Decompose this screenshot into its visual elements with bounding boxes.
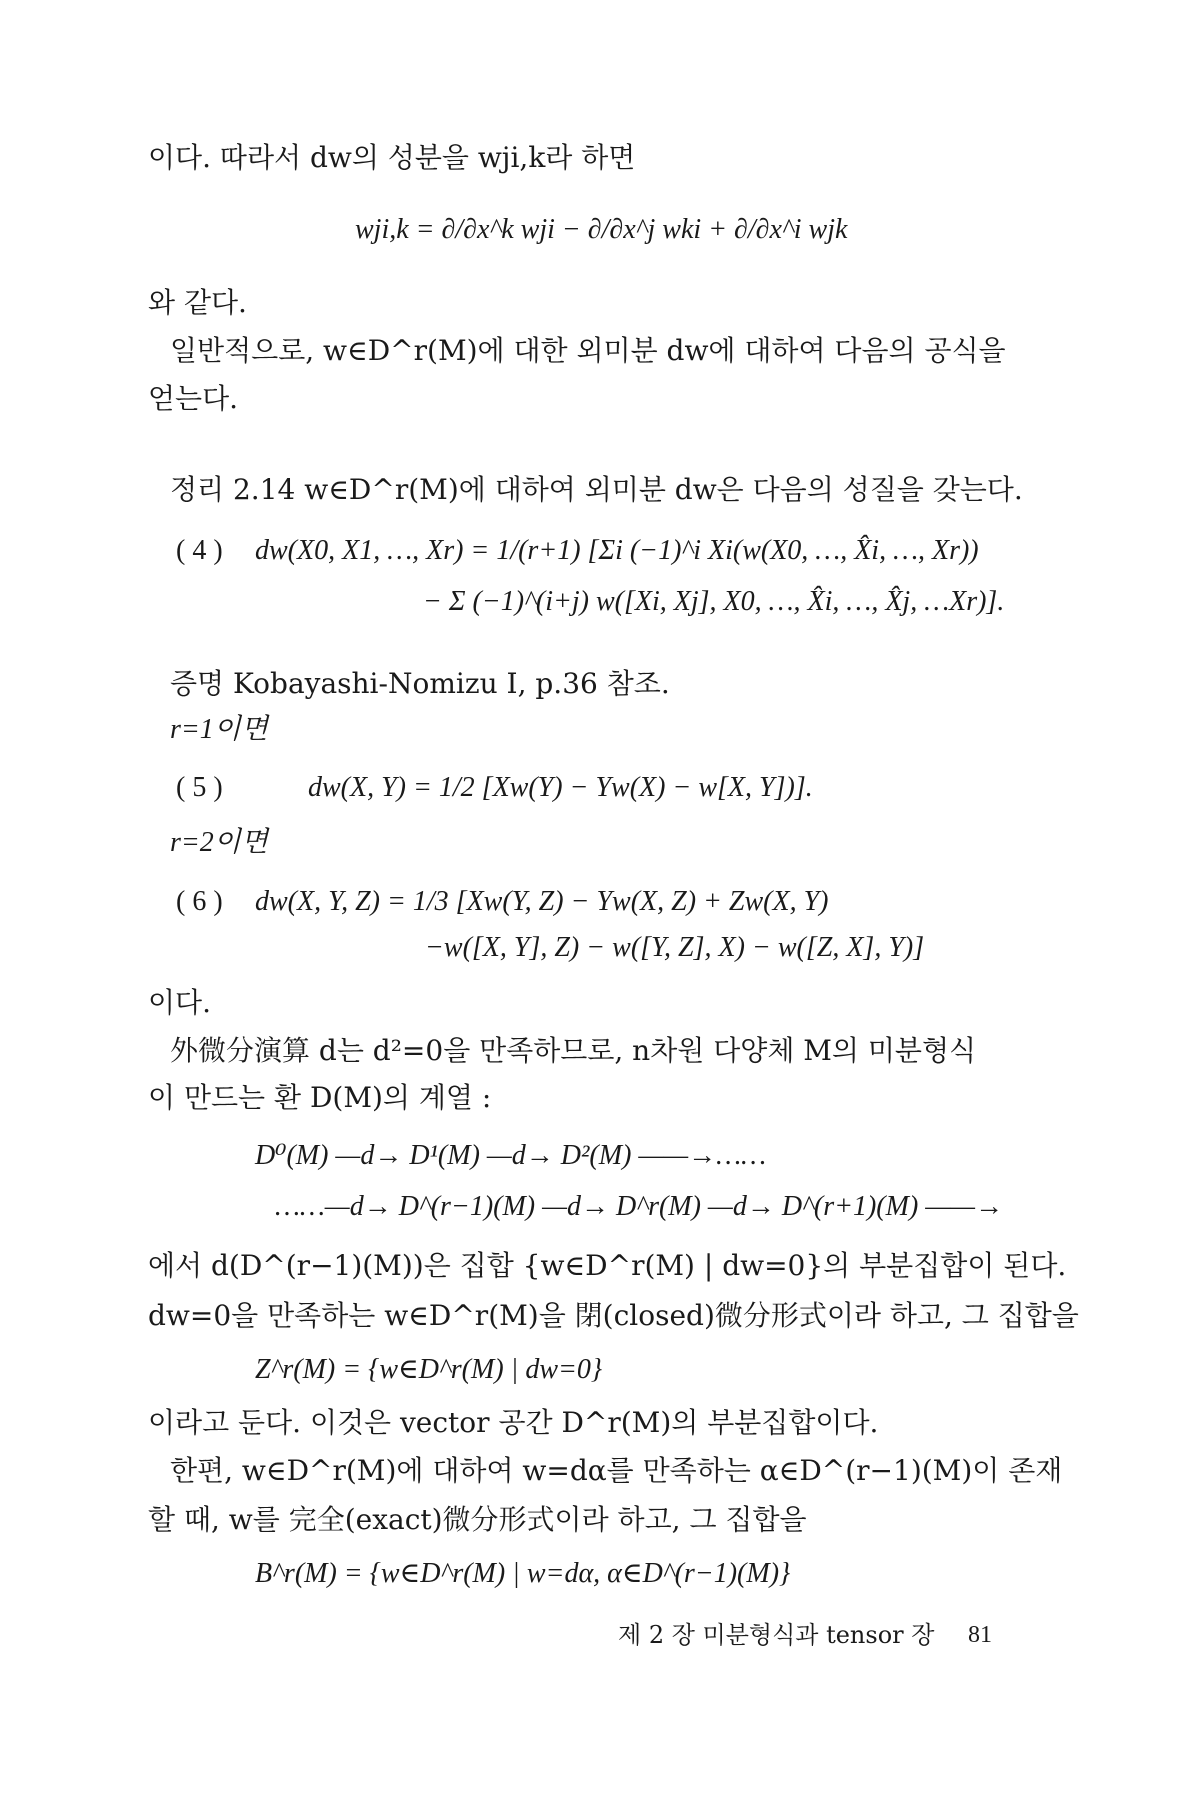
equation-5: dw(X, Y) = 1/2 [Xw(Y) − Yw(X) − w[X, Y])]. <box>308 772 813 803</box>
proof-reference: 증명 Kobayashi-Nomizu Ⅰ, p.36 참조. <box>170 667 670 700</box>
text-line-17: 이 만드는 환 D(M)의 계열 : <box>148 1081 492 1114</box>
text-line-5: 얻는다. <box>148 382 239 415</box>
text-line-15: 이다. <box>148 986 211 1019</box>
text-line-3: 와 같다. <box>148 286 247 319</box>
equation-wjik: wji,k = ∂/∂x^k wji − ∂/∂x^j wki + ∂/∂x^i wjk <box>355 214 848 245</box>
text-line-1: 이다. 따라서 dw의 성분을 wji,k라 하면 <box>148 141 636 174</box>
page-number: 81 <box>968 1622 992 1648</box>
sequence-line-1: D⁰(M) —d→ D¹(M) —d→ D²(M) ——→…… <box>255 1140 766 1171</box>
text-line-21: dw=0을 만족하는 w∈D^r(M)을 閉(closed)微分形式이라 하고, 그 집합을 <box>148 1299 1079 1332</box>
text-line-20: 에서 d(D^(r−1)(M))은 집합 {w∈D^r(M) | dw=0}의 부분집합이 된다. <box>148 1249 1067 1282</box>
case-r-1: r=1이면 <box>170 714 268 745</box>
equation-number-6: ( 6 ) <box>176 886 223 917</box>
equation-4-line-1: dw(X0, X1, …, Xr) = 1/(r+1) [Σi (−1)^i Xi(w(X0, …, X̂i, …, Xr)) <box>255 535 979 566</box>
text-line-16: 外微分演算 d는 d²=0을 만족하므로, n차원 다양체 M의 미분형식 <box>170 1034 977 1067</box>
equation-6-line-2: −w([X, Y], Z) − w([Y, Z], X) − w([Z, X], Y)] <box>425 932 925 963</box>
case-r-2: r=2이면 <box>170 827 268 858</box>
equation-4-line-2: − Σ (−1)^(i+j) w([Xi, Xj], X0, …, X̂i, …, X̂j, …Xr)]. <box>423 586 1005 617</box>
theorem-2-14: 정리 2.14 w∈D^r(M)에 대하여 외미분 dw은 다음의 성질을 갖는다. <box>170 473 1023 506</box>
text-line-24: 한편, w∈D^r(M)에 대하여 w=dα를 만족하는 α∈D^(r−1)(M)이 존재 <box>170 1454 1063 1487</box>
equation-number-4: ( 4 ) <box>176 535 223 566</box>
definition-Br: B^r(M) = {w∈D^r(M) | w=dα, α∈D^(r−1)(M)} <box>255 1558 791 1589</box>
sequence-line-2: ……—d→ D^(r−1)(M) —d→ D^r(M) —d→ D^(r+1)(M) ——→ <box>275 1191 1004 1222</box>
text-line-23: 이라고 둔다. 이것은 vector 공간 D^r(M)의 부분집합이다. <box>148 1406 879 1439</box>
chapter-footer: 제 2 장 미분형식과 tensor 장 <box>618 1621 935 1649</box>
definition-Zr: Z^r(M) = {w∈D^r(M) | dw=0} <box>255 1354 603 1385</box>
text-line-25: 할 때, w를 完全(exact)微分形式이라 하고, 그 집합을 <box>148 1503 807 1536</box>
equation-number-5: ( 5 ) <box>176 772 223 803</box>
text-line-4: 일반적으로, w∈D^r(M)에 대한 외미분 dw에 대하여 다음의 공식을 <box>170 334 1006 367</box>
equation-6-line-1: dw(X, Y, Z) = 1/3 [Xw(Y, Z) − Yw(X, Z) + Zw(X, Y) <box>255 886 829 917</box>
